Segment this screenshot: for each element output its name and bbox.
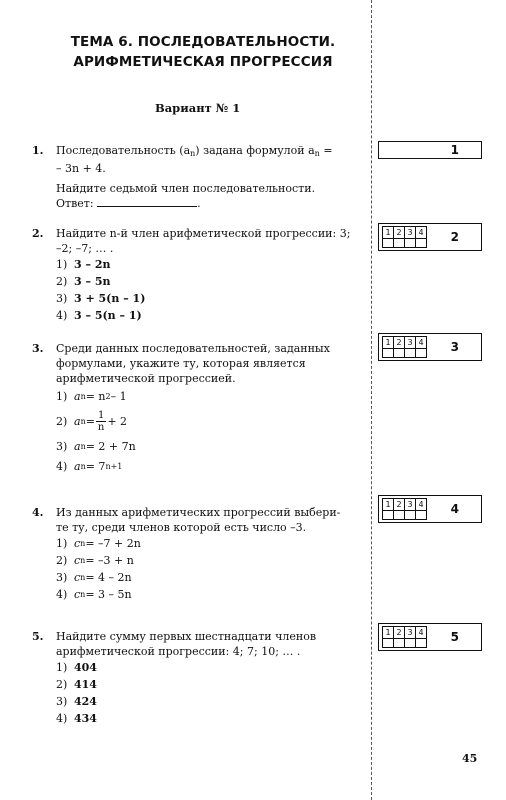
grid-cell: 4 [418, 338, 424, 347]
option-number: 1) [56, 661, 68, 674]
option-1[interactable] [56, 256, 362, 273]
option-value: 434 [74, 712, 97, 725]
option-4[interactable] [56, 586, 362, 603]
option-2[interactable] [56, 676, 362, 693]
answer-blank[interactable] [97, 196, 197, 207]
grid-cell: 3 [405, 627, 416, 638]
option-value: = –3 + n [85, 554, 134, 567]
task-number: 4. [32, 506, 44, 519]
option-value: 3 – 5n [74, 275, 111, 288]
formula-part: c [74, 588, 81, 601]
formula-part: c [74, 554, 81, 567]
variant-heading: Вариант № 1 [155, 101, 241, 115]
option-value: 414 [74, 678, 97, 691]
choice-box-2[interactable] [378, 223, 482, 251]
grid-cell: 4 [418, 500, 424, 509]
task-5 [32, 629, 362, 727]
formula-part: + 2 [107, 414, 128, 428]
grid-cell: 2 [394, 627, 405, 638]
option-4[interactable] [56, 456, 362, 476]
option-1[interactable] [56, 386, 362, 406]
option-value: 3 – 2n [74, 258, 111, 271]
option-number: 1) [56, 389, 68, 403]
task-4 [32, 505, 362, 603]
task-text-line [56, 143, 362, 161]
grid-cell: 3 [405, 227, 416, 238]
answer-grid-marks[interactable] [382, 510, 427, 520]
task-text-line: арифметической прогрессии: 4; 7; 10; … . [56, 645, 301, 658]
option-number: 2) [56, 554, 68, 567]
option-value: = 3 – 5n [85, 588, 132, 601]
option-value: = –7 + 2n [85, 537, 141, 550]
option-number: 4) [56, 712, 68, 725]
formula-part: c [74, 571, 81, 584]
formula-part: – 1 [110, 389, 127, 403]
task-text: . [197, 197, 201, 210]
task-3 [32, 341, 362, 476]
title-line-2: АРИФМЕТИЧЕСКАЯ ПРОГРЕССИЯ [73, 54, 333, 70]
superscript: n+1 [105, 461, 123, 471]
option-number: 3) [56, 571, 68, 584]
task-number: 1. [32, 144, 44, 157]
grid-cell: 3 [405, 337, 416, 348]
answer-box-1[interactable] [378, 141, 482, 159]
task-text-line: Из данных арифметических прогрессий выбери- [56, 506, 341, 519]
option-number: 2) [56, 275, 68, 288]
option-2[interactable] [56, 273, 362, 290]
task-text-line: Найдите сумму первых шестнадцати членов [56, 630, 317, 643]
page-number: 45 [462, 752, 478, 765]
formula-part: = n [85, 389, 106, 403]
option-3[interactable] [56, 693, 362, 710]
option-number: 2) [56, 414, 68, 428]
option-value: 404 [74, 661, 97, 674]
grid-cell: 4 [418, 628, 424, 637]
subscript: n [80, 590, 86, 599]
grid-cell: 4 [418, 228, 424, 237]
subscript: n [80, 461, 86, 471]
formula-part: a [74, 414, 81, 428]
subscript: n [80, 539, 86, 548]
formula-part: = [85, 414, 95, 428]
option-4[interactable] [56, 307, 362, 324]
subscript: n [80, 441, 86, 451]
choice-box-4[interactable] [378, 495, 482, 523]
answer-line [56, 196, 362, 211]
task-text-line: арифметической прогрессией. [56, 372, 236, 385]
task-text-line: Среди данных последовательностей, заданных [56, 342, 330, 355]
choice-box-3[interactable] [378, 333, 482, 361]
subscript: n [314, 149, 320, 158]
option-value: = 4 – 2n [85, 571, 132, 584]
box-label: 3 [450, 340, 459, 354]
option-3[interactable] [56, 569, 362, 586]
option-number: 2) [56, 678, 68, 691]
formula-part: a [74, 459, 81, 473]
task-text-line: – 3n + 4. [56, 162, 106, 175]
answer-label: Ответ: [56, 197, 94, 210]
cut-line [371, 0, 372, 800]
task-text: Последовательность (a [56, 144, 191, 157]
grid-cell: 2 [394, 499, 405, 510]
subscript: n [190, 149, 196, 158]
subscript: n [80, 573, 86, 582]
title-line-1: ТЕМА 6. ПОСЛЕДОВАТЕЛЬНОСТИ. [70, 34, 336, 50]
task-number: 5. [32, 630, 44, 643]
formula-part: c [74, 537, 81, 550]
subscript: n [80, 416, 86, 426]
option-value: 424 [74, 695, 97, 708]
box-label: 5 [450, 630, 459, 644]
option-2[interactable] [56, 406, 362, 436]
option-value: 3 – 5(n – 1) [74, 309, 142, 322]
task-1 [32, 143, 362, 211]
choice-box-5[interactable] [378, 623, 482, 651]
option-1[interactable] [56, 659, 362, 676]
task-text-line: формулами, укажите ту, которая является [56, 357, 306, 370]
answer-grid-marks[interactable] [382, 238, 427, 248]
task-2 [32, 226, 362, 324]
option-number: 3) [56, 439, 68, 453]
option-3[interactable] [56, 436, 362, 456]
grid-cell: 1 [383, 227, 394, 238]
option-number: 3) [56, 292, 68, 305]
option-value: 3 + 5(n – 1) [74, 292, 146, 305]
option-number: 4) [56, 459, 68, 473]
option-number: 1) [56, 537, 68, 550]
task-text-line: –2; –7; … . [56, 242, 114, 255]
task-text: ) задана формулой a [195, 144, 315, 157]
grid-cell: 2 [394, 227, 405, 238]
option-2[interactable] [56, 552, 362, 569]
option-number: 4) [56, 309, 68, 322]
formula-part: a [74, 389, 81, 403]
grid-cell: 3 [405, 499, 416, 510]
grid-cell: 1 [383, 499, 394, 510]
answer-grid-marks[interactable] [382, 348, 427, 358]
task-text-line: Найдите n-й член арифметической прогрессии: 3; [56, 227, 351, 240]
option-number: 3) [56, 695, 68, 708]
page-title [48, 32, 358, 72]
grid-cell: 2 [394, 337, 405, 348]
formula-part: a [74, 439, 81, 453]
task-text-line: Найдите седьмой член последовательности. [56, 182, 316, 195]
option-3[interactable] [56, 290, 362, 307]
numerator: 1 [97, 409, 105, 421]
box-label: 4 [450, 502, 459, 516]
task-text: = [319, 144, 333, 157]
denominator: n [97, 421, 105, 433]
superscript: 2 [105, 391, 111, 401]
task-number: 2. [32, 227, 44, 240]
task-number: 3. [32, 342, 44, 355]
grid-cell: 1 [383, 337, 394, 348]
subscript: n [80, 391, 86, 401]
grid-cell: 1 [383, 627, 394, 638]
box-label: 2 [450, 230, 459, 244]
answer-grid-marks[interactable] [382, 638, 427, 648]
box-label: 1 [450, 143, 459, 157]
option-1[interactable] [56, 535, 362, 552]
formula-part: = 2 + 7n [85, 439, 136, 453]
task-text-line: те ту, среди членов которой есть число –3. [56, 521, 307, 534]
option-number: 1) [56, 258, 68, 271]
subscript: n [80, 556, 86, 565]
formula-part: = 7 [85, 459, 106, 473]
fraction [96, 410, 106, 433]
option-number: 4) [56, 588, 68, 601]
option-4[interactable] [56, 710, 362, 727]
